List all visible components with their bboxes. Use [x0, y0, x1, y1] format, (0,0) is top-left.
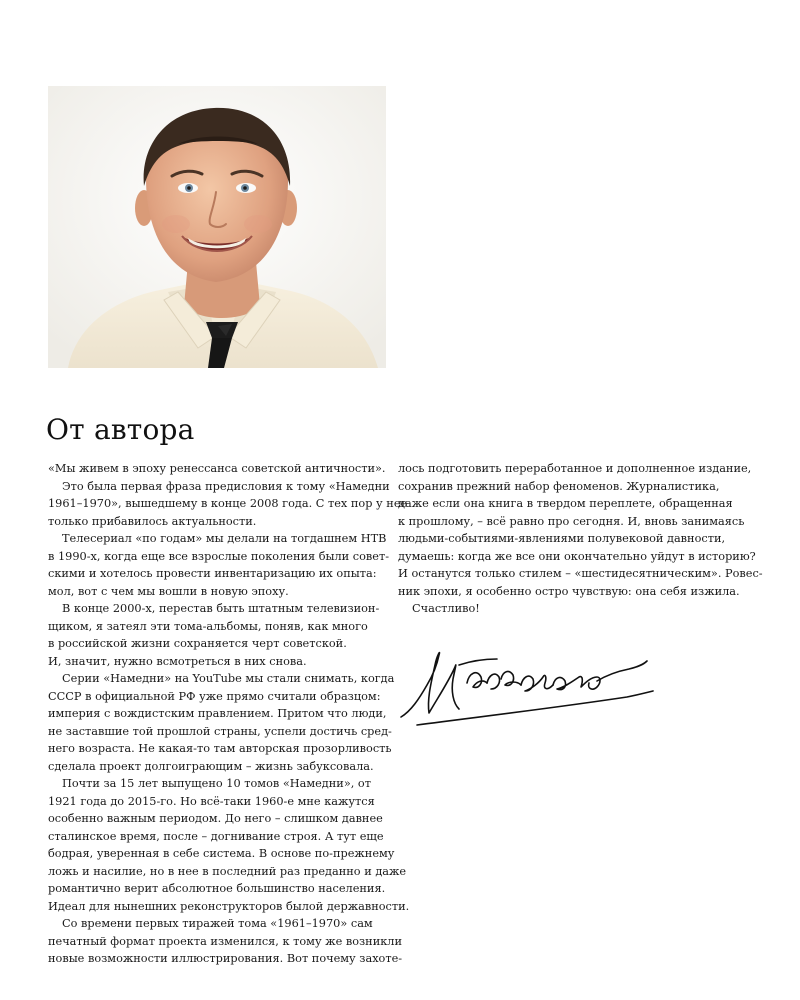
paragraph — [48, 600, 393, 670]
text-line: не заставшие той прошлой страны, успели достичь сред- — [48, 724, 392, 738]
text-line: романтично верит абсолютное большинство населения. — [48, 882, 386, 895]
text-line: Серии «Намедни» на YouTube мы стали снимать, когда — [62, 672, 395, 685]
text-line: в 1990-х, когда еще все взрослые поколения были совет- — [48, 549, 390, 563]
text-line: Почти за 15 лет выпущено 10 томов «Намедни», от — [62, 777, 371, 790]
section-title: От автора — [46, 413, 195, 446]
text-line: ник эпохи, я особенно остро чувствую: она себя изжила. — [398, 584, 740, 598]
text-line: ложь и насилие, но в нее в последний раз преданно и даже — [48, 864, 407, 878]
text-line: думаешь: когда же все они окончательно уйдут в историю? — [398, 549, 756, 563]
text-line: в российской жизни сохраняется черт советской. — [48, 637, 347, 650]
text-line: Телесериал «по годам» мы делали на тогдашнем НТВ — [62, 532, 387, 545]
body-text-right — [398, 460, 763, 618]
text-line: И останутся только стилем – «шестидесятническим». Ровес- — [398, 567, 763, 580]
text-line: бодрая, уверенная в себе система. В основе по-прежнему — [48, 847, 395, 860]
paragraph — [48, 775, 410, 915]
text-line: щиком, я затеял эти тома-альбомы, поняв, как много — [48, 619, 368, 633]
text-line: печатный формат проекта изменился, к тому же возникли — [48, 934, 403, 948]
text-line: И, значит, нужно всмотреться в них снова. — [48, 654, 307, 668]
text-line: особенно важным периодом. До него – слишком давнее — [48, 812, 383, 825]
text-line: новые возможности иллюстрирования. Вот почему захоте- — [48, 952, 403, 965]
text-line: «Мы живем в эпоху ренессанса советской античности». — [48, 462, 386, 475]
paragraph-epigraph — [48, 460, 393, 478]
paragraph — [48, 530, 393, 600]
text-line: СССР в официальной РФ уже прямо считали образцом: — [48, 689, 381, 703]
text-line: В конце 2000-х, перестав быть штатным телевизион- — [62, 602, 380, 615]
text-line: мол, вот с чем мы вошли в новую эпоху. — [48, 584, 289, 598]
text-line: скими и хотелось провести инвентаризацию их опыта: — [48, 567, 377, 580]
text-line: 1921 года до 2015-го. Но всё-таки 1960-е мне кажутся — [48, 794, 375, 808]
text-line: 1961–1970», вышедшему в конце 2008 года. С тех пор у нее — [48, 497, 408, 510]
author-signature — [397, 625, 659, 735]
text-line: только прибавилось актуальности. — [48, 514, 257, 528]
paragraph-closing — [398, 600, 746, 618]
text-line: Это была первая фраза предисловия к тому «Намедни — [62, 479, 390, 493]
text-line: людьми-событиями-явлениями полувековой давности, — [398, 532, 726, 545]
paragraph — [48, 478, 408, 531]
text-line: сделала проект долгоиграющим – жизнь забуксовала. — [48, 759, 374, 773]
text-line: Идеал для нынешних реконструкторов былой державности. — [48, 899, 410, 913]
text-line: лось подготовить переработанное и дополненное издание, — [398, 462, 752, 475]
text-line: сталинское время, после – догнивание строя. А тут еще — [48, 829, 384, 843]
text-line: Со времени первых тиражей тома «1961–1970» сам — [62, 917, 373, 930]
text-line: к прошлому, – всё равно про сегодня. И, вновь занимаясь — [398, 514, 745, 528]
text-line: Счастливо! — [412, 602, 480, 615]
author-photo — [48, 86, 386, 368]
paragraph — [48, 915, 403, 968]
text-line: даже если она книга в твердом переплете, обращенная — [398, 497, 733, 510]
body-text-left — [48, 460, 410, 968]
text-line: империя с вождистским правлением. Притом что люди, — [48, 707, 387, 720]
text-line: него возраста. Не какая-то там авторская прозорливость — [48, 742, 392, 755]
paragraph — [398, 460, 763, 600]
paragraph — [48, 670, 393, 775]
text-line: сохранив прежний набор феноменов. Журналистика, — [398, 479, 720, 493]
